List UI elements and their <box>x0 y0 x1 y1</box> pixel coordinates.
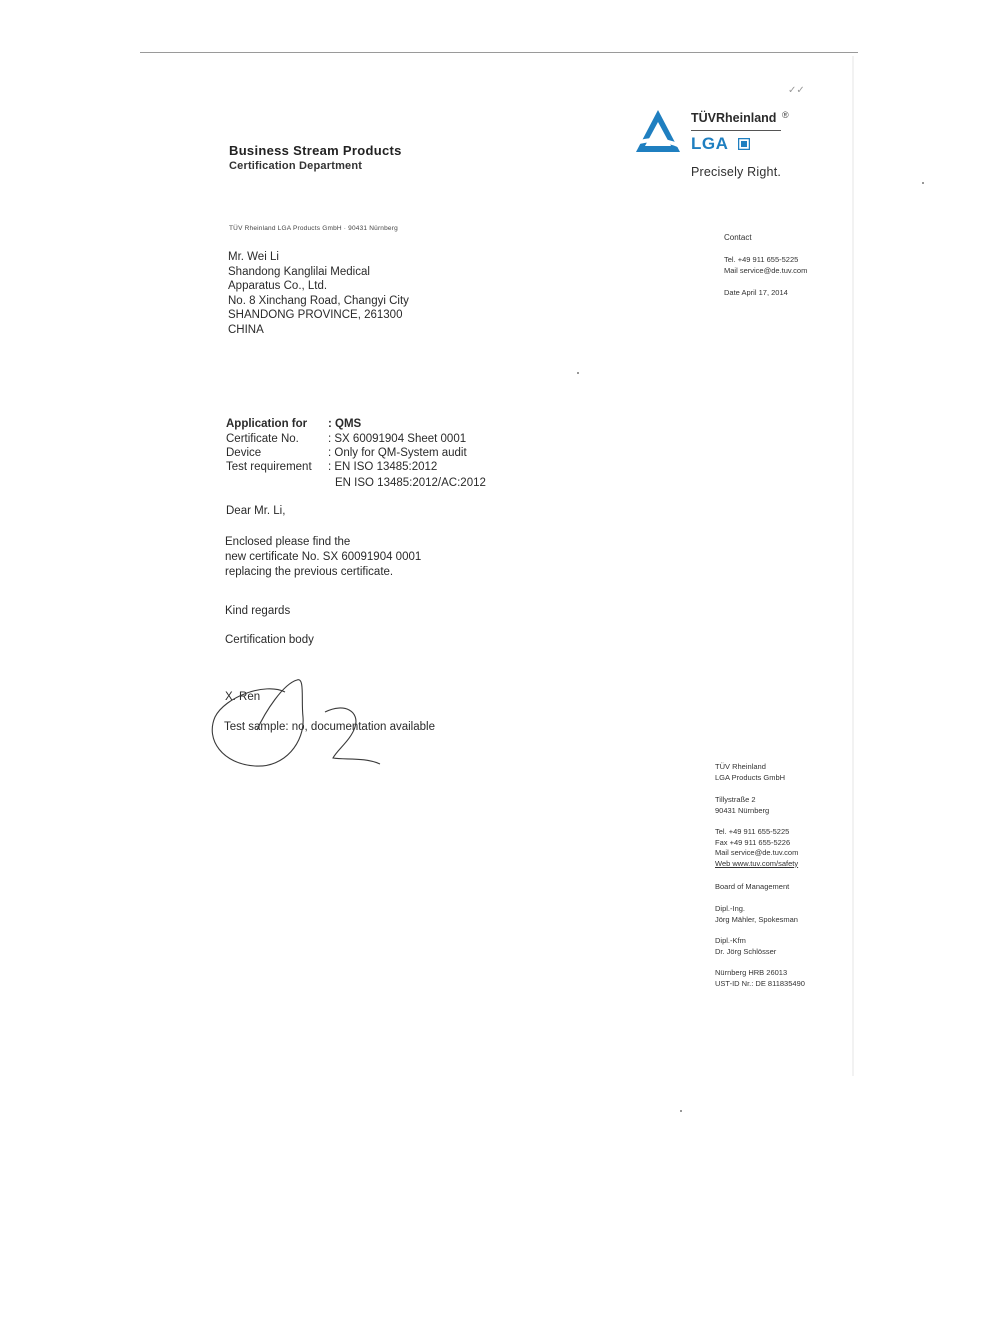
recipient-line: No. 8 Xinchang Road, Changyi City <box>228 294 409 307</box>
letter-body-line: replacing the previous certificate. <box>225 566 394 578</box>
footer-line: Tel. +49 911 655-5225 <box>715 827 790 836</box>
footer-line: LGA Products GmbH <box>715 772 786 782</box>
signer-name: X. Ren <box>225 691 261 703</box>
brand-registered-mark: ® <box>782 110 789 120</box>
test-sample-note: Test sample: no, documentation available <box>224 721 435 733</box>
contact-heading: Contact <box>724 233 752 242</box>
application-value: : Only for QM-System audit <box>328 447 467 459</box>
footer-web-link[interactable]: Web www.tuv.com/safety <box>715 858 799 868</box>
application-label: Certificate No. <box>226 433 299 445</box>
footer-line: UST-ID Nr.: DE 811835490 <box>715 978 805 988</box>
scan-speck <box>680 1110 682 1112</box>
footer-line: Dipl.-Ing. <box>715 904 746 913</box>
department-subtitle: Certification Department <box>229 160 363 172</box>
application-label: Device <box>226 447 262 459</box>
footer-line: Tillystraße 2 <box>715 795 756 804</box>
footer-address <box>715 795 769 816</box>
scan-speck <box>922 182 924 184</box>
footer-registry <box>715 968 805 989</box>
department-title: Business Stream Products <box>229 143 402 158</box>
footer-line: Jörg Mähler, Spokesman <box>715 914 798 924</box>
recipient-address <box>228 250 409 338</box>
letter-body-line: Enclosed please find the <box>225 536 351 548</box>
footer-board-member <box>715 904 798 925</box>
contact-tel: Tel. +49 911 655-5225 <box>724 255 799 264</box>
handwritten-checkmarks: ✓✓ <box>788 85 805 96</box>
recipient-line: Mr. Wei Li <box>228 251 279 263</box>
letter-body <box>225 535 421 580</box>
brand-name: TÜVRheinland <box>691 111 777 125</box>
page-edge-shade <box>852 56 854 1076</box>
tuv-triangle-logo-icon <box>634 108 682 154</box>
letter-body-line: new certificate No. SX 60091904 0001 <box>225 551 422 563</box>
recipient-line: CHINA <box>228 323 264 336</box>
application-value: EN ISO 13485:2012/AC:2012 <box>335 477 486 489</box>
application-label: Application for <box>226 418 308 430</box>
footer-line: TÜV Rheinland <box>715 762 766 771</box>
scan-speck <box>577 372 579 374</box>
lga-box-icon <box>738 138 750 150</box>
salutation: Dear Mr. Li, <box>226 505 286 517</box>
application-label: Test requirement <box>226 461 312 473</box>
brand-lga: LGA <box>691 134 729 153</box>
footer-line: Dr. Jörg Schlösser <box>715 946 777 956</box>
contact-mail: Mail service@de.tuv.com <box>724 266 808 275</box>
footer-board-heading: Board of Management <box>715 882 790 891</box>
footer-line: Fax +49 911 655-5226 <box>715 837 791 847</box>
application-value: : QMS <box>328 418 362 430</box>
sender-return-line: TÜV Rheinland LGA Products GmbH · 90431 Nürnberg <box>229 225 398 232</box>
tagline: Precisely Right. <box>691 165 782 179</box>
recipient-line: Shandong Kanglilai Medical <box>228 265 370 278</box>
closing: Kind regards <box>225 605 291 617</box>
footer-company <box>715 762 785 783</box>
application-value: : SX 60091904 Sheet 0001 <box>328 433 467 445</box>
certification-body: Certification body <box>225 634 314 646</box>
footer-line: 90431 Nürnberg <box>715 805 770 815</box>
application-value: : EN ISO 13485:2012 <box>328 461 438 473</box>
footer-line: Nürnberg HRB 26013 <box>715 968 788 977</box>
letter-date: Date April 17, 2014 <box>724 288 788 297</box>
handwritten-signature <box>205 672 395 772</box>
footer-board-member <box>715 936 776 957</box>
footer-line: Dipl.-Kfm <box>715 936 746 945</box>
top-edge-line <box>140 52 858 53</box>
recipient-line: Apparatus Co., Ltd. <box>228 280 328 293</box>
footer-contact <box>715 827 798 869</box>
footer-line: Mail service@de.tuv.com <box>715 848 799 857</box>
recipient-line: SHANDONG PROVINCE, 261300 <box>228 309 403 322</box>
brand-divider <box>691 130 781 131</box>
